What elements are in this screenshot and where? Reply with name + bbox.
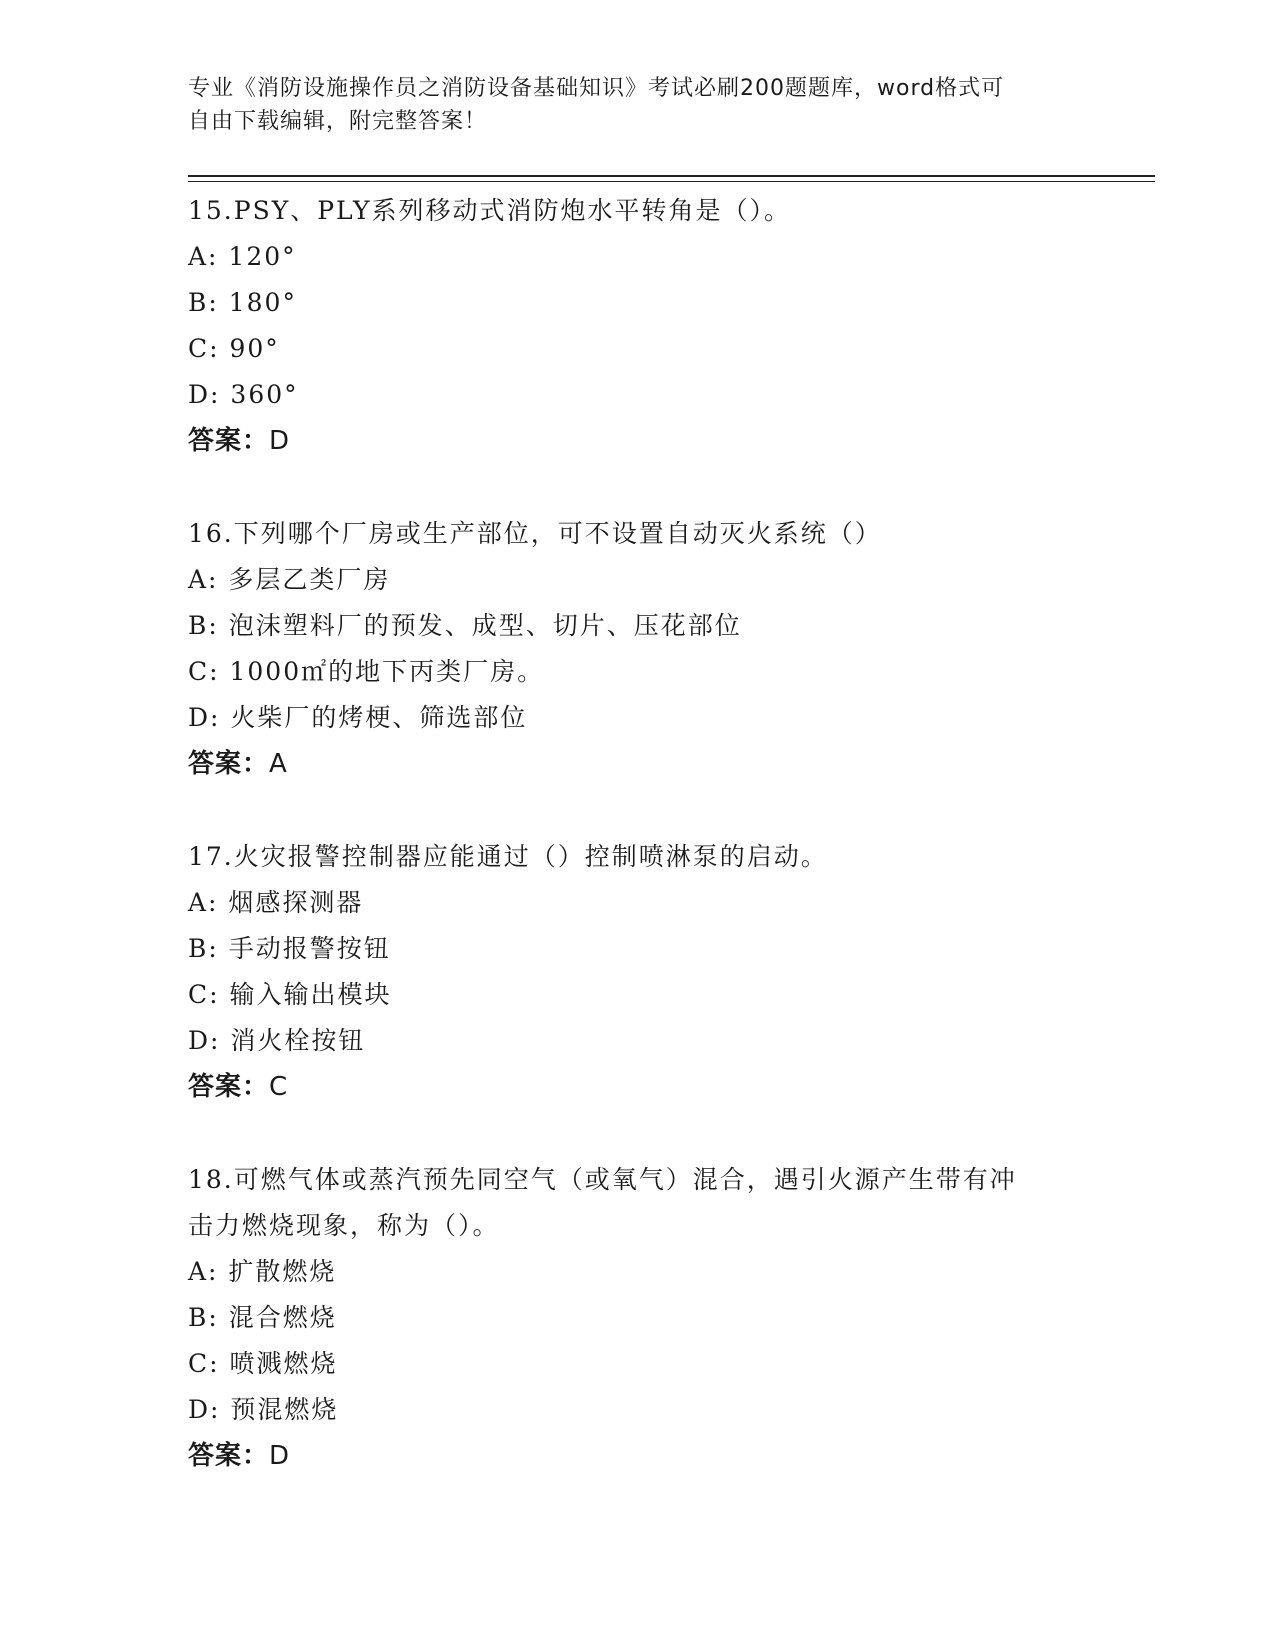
option-a: A: 烟感探测器 (188, 888, 364, 917)
question-15 (188, 188, 1148, 464)
answer-value: D (269, 1441, 291, 1471)
option-a: A: 扩散燃烧 (188, 1257, 337, 1286)
answer-line (188, 1064, 1148, 1110)
question-text: 15.PSY、PLY系列移动式消防炮水平转角是（）。 (188, 196, 792, 225)
option-a: A: 120° (188, 242, 297, 271)
header-rule-thick (188, 175, 1155, 177)
question-17 (188, 834, 1148, 1110)
option-c: C: 1000㎡的地下丙类厂房。 (188, 657, 545, 686)
option-b: B: 180° (188, 288, 297, 317)
question-text-line-2: 击力燃烧现象，称为（）。 (188, 1211, 500, 1240)
question-list (188, 188, 1148, 1526)
option-c: C: 输入输出模块 (188, 980, 392, 1009)
answer-label: 答案： (188, 1072, 270, 1102)
option-b: B: 泡沫塑料厂的预发、成型、切片、压花部位 (188, 611, 742, 640)
header-line-2: 自由下载编辑，附完整答案！ (188, 109, 488, 134)
option-c: C: 喷溅燃烧 (188, 1349, 338, 1378)
option-d: D: 360° (188, 380, 299, 409)
header-line-1: 专业《消防设施操作员之消防设备基础知识》考试必刷200题题库，word格式可 (188, 76, 1005, 101)
option-d: D: 火柴厂的烤梗、筛选部位 (188, 703, 528, 732)
option-d: D: 预混燃烧 (188, 1395, 339, 1424)
answer-label: 答案： (188, 1441, 270, 1471)
answer-line (188, 1433, 1148, 1479)
option-a: A: 多层乙类厂房 (188, 565, 391, 594)
option-d: D: 消火栓按钮 (188, 1026, 366, 1055)
question-text: 16.下列哪个厂房或生产部位，可不设置自动灭火系统（） (188, 519, 882, 548)
answer-label: 答案： (188, 749, 270, 779)
question-text: 17.火灾报警控制器应能通过（）控制喷淋泵的启动。 (188, 842, 828, 871)
answer-label: 答案： (188, 426, 270, 456)
answer-line (188, 741, 1148, 787)
answer-value: A (269, 749, 288, 779)
document-header (188, 72, 1068, 138)
question-18 (188, 1157, 1148, 1479)
question-16 (188, 511, 1148, 787)
question-text-line-1: 18.可燃气体或蒸汽预先同空气（或氧气）混合，遇引火源产生带有冲 (188, 1165, 1017, 1194)
option-b: B: 手动报警按钮 (188, 934, 391, 963)
answer-value: D (269, 426, 291, 456)
header-rule-thin (188, 181, 1155, 182)
answer-value: C (269, 1072, 289, 1102)
option-c: C: 90° (188, 334, 280, 363)
option-b: B: 混合燃烧 (188, 1303, 337, 1332)
answer-line (188, 418, 1148, 464)
